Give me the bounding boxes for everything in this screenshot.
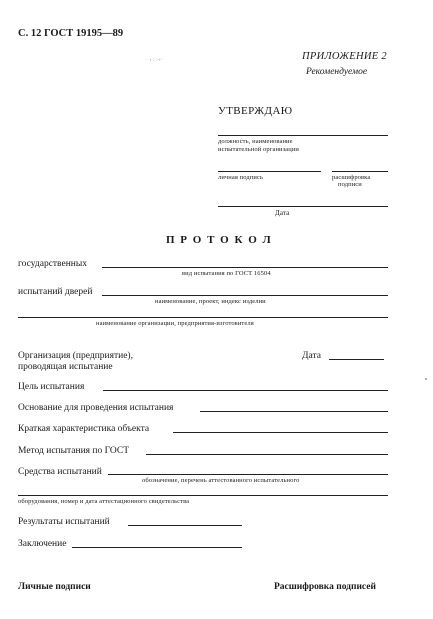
method-line[interactable]	[146, 454, 388, 455]
doors-label: испытаний дверей	[18, 287, 93, 297]
scan-smudge: · ‹ : ·‹·	[146, 57, 163, 63]
page-reference: С. 12 ГОСТ 19195—89	[18, 28, 124, 39]
date-line[interactable]	[218, 206, 388, 207]
org-label-2: проводящая испытание	[18, 362, 113, 372]
signature-caption: личная подпись	[218, 174, 264, 181]
protocol-title: П Р О Т О К О Л	[166, 234, 273, 246]
product-name-caption: наименование, проект, индекс изделии	[155, 298, 266, 305]
date-caption: Дата	[275, 209, 290, 217]
decoding-caption-2: подписи	[338, 181, 362, 188]
basis-line[interactable]	[200, 411, 388, 412]
position-line[interactable]	[218, 135, 388, 136]
org-label: Организация (предприятие),	[18, 351, 133, 361]
test-type-line[interactable]	[102, 267, 388, 268]
means-label: Средства испытаний	[18, 467, 102, 477]
results-label: Результаты испытаний	[18, 517, 110, 527]
signatures-footer: Личные подписи	[18, 582, 91, 592]
manufacturer-caption: наименование организации, предприятия-изготовителя	[96, 320, 254, 327]
results-line[interactable]	[128, 525, 242, 526]
equipment-caption: оборудования, номер и дата аттестационного свидетельства	[18, 498, 190, 505]
position-caption-2: испытательной организации	[218, 146, 300, 153]
description-label: Краткая характеристика объекта	[18, 424, 150, 434]
scan-speck	[425, 378, 427, 380]
test-type-caption: вид испытания по ГОСТ 16504	[182, 270, 271, 277]
purpose-line[interactable]	[103, 390, 388, 391]
conclusion-line[interactable]	[72, 547, 242, 548]
signature-line[interactable]	[218, 171, 321, 172]
date-field-line[interactable]	[329, 359, 384, 360]
decoding-footer: Расшифровка подписей	[274, 582, 376, 592]
product-name-line[interactable]	[102, 295, 388, 296]
basis-label: Основание для проведения испытания	[18, 403, 174, 413]
decoding-caption: расшифровка	[332, 174, 371, 181]
state-label: государственных	[18, 259, 88, 269]
appendix-heading: ПРИЛОЖЕНИЕ 2	[302, 51, 387, 62]
position-caption: должность, наименование	[218, 138, 293, 145]
means-line[interactable]	[108, 474, 388, 475]
method-label: Метод испытания по ГОСТ	[18, 446, 129, 456]
purpose-label: Цель испытания	[18, 382, 85, 392]
manufacturer-line[interactable]	[18, 317, 388, 318]
recommended-note: Рекомендуемое	[306, 67, 368, 77]
approval-title: УТВЕРЖДАЮ	[218, 105, 293, 117]
equipment-line[interactable]	[18, 495, 388, 496]
conclusion-label: Заключение	[18, 539, 67, 549]
decoding-line[interactable]	[332, 171, 388, 172]
description-line[interactable]	[173, 432, 388, 433]
means-caption: обозначение, перечень аттестованного испытательного	[142, 477, 300, 484]
date-label: Дата	[302, 351, 321, 361]
